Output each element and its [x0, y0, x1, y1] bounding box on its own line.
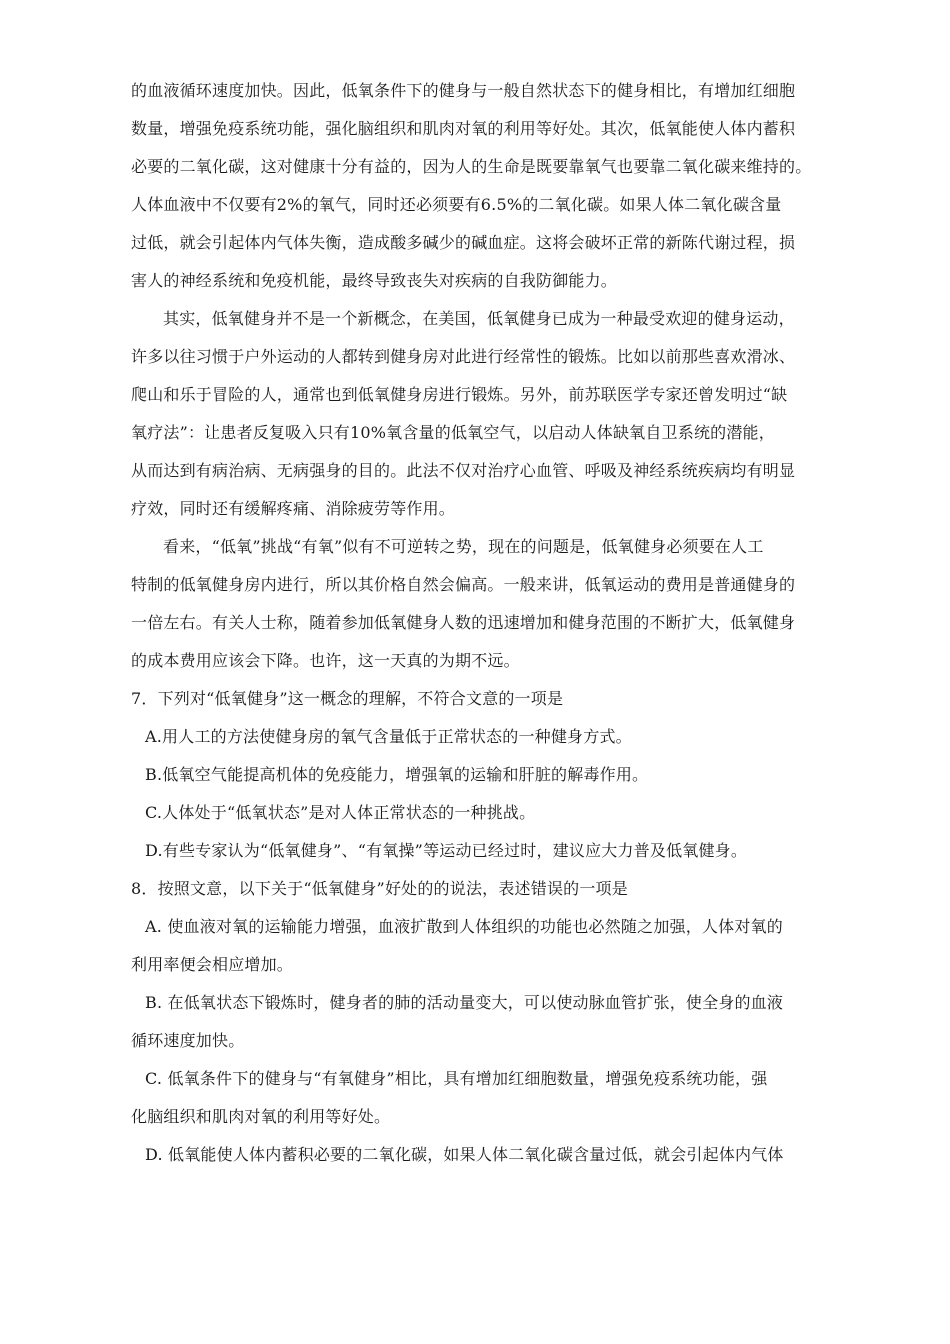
text-line: 的血液循环速度加快。因此，低氧条件下的健身与一般自然状态下的健身相比，有增加红细胞	[131, 81, 796, 100]
text-line: 利用率便会相应增加。	[131, 955, 294, 974]
text-line: 氧疗法”：让患者反复吸入只有10%氧含量的低氧空气，以启动人体缺氧自卫系统的潜能，	[131, 423, 775, 442]
paragraph-start: 其实，低氧健身并不是一个新概念，在美国，低氧健身已成为一种最受欢迎的健身运动，	[163, 309, 795, 328]
q7-option-a: A.用人工的方法使健身房的氧气含量低于正常状态的一种健身方式。	[145, 727, 632, 746]
text-line: 疗效，同时还有缓解疼痛、消除疲劳等作用。	[131, 499, 456, 518]
text-line: 数量，增强免疫系统功能，强化脑组织和肌肉对氧的利用等好处。其次，低氧能使人体内蓄积	[131, 119, 796, 138]
q8-option-c: C. 低氧条件下的健身与“有氧健身”相比，具有增加红细胞数量，增强免疫系统功能，强	[145, 1069, 768, 1088]
q8-option-b: B. 在低氧状态下锻炼时，健身者的肺的活动量变大，可以使动脉血管扩张，使全身的血液	[145, 993, 784, 1012]
q7-option-b: B.低氧空气能提高机体的免疫能力，增强氧的运输和肝脏的解毒作用。	[145, 765, 649, 784]
text-line: 爬山和乐于冒险的人，通常也到低氧健身房进行锻炼。另外，前苏联医学专家还曾发明过“缺	[131, 385, 788, 404]
text-line: 过低，就会引起体内气体失衡，造成酸多碱少的碱血症。这将会破坏正常的新陈代谢过程，损	[131, 233, 796, 252]
paragraph-start: 看来，“低氧”挑战“有氧”似有不可逆转之势，现在的问题是，低氧健身必须要在人工	[163, 537, 764, 556]
text-line: 人体血液中不仅要有2%的氧气，同时还必须要有6.5%的二氧化碳。如果人体二氧化碳含量	[131, 195, 782, 214]
text-line: 的成本费用应该会下降。也许，这一天真的为期不远。	[131, 651, 520, 670]
text-line: 循环速度加快。	[131, 1031, 245, 1050]
question-8: 8．按照文意，以下关于“低氧健身”好处的的说法，表述错误的一项是	[131, 879, 628, 898]
q7-option-c: C.人体处于“低氧状态”是对人体正常状态的一种挑战。	[145, 803, 536, 822]
text-line: 许多以往习惯于户外运动的人都转到健身房对此进行经常性的锻炼。比如以前那些喜欢滑冰、	[131, 347, 796, 366]
text-line: 化脑组织和肌肉对氧的利用等好处。	[131, 1107, 391, 1126]
text-line: 一倍左右。有关人士称，随着参加低氧健身人数的迅速增加和健身范围的不断扩大，低氧健身	[131, 613, 796, 632]
q8-option-d: D. 低氧能使人体内蓄积必要的二氧化碳，如果人体二氧化碳含量过低，就会引起体内气体	[145, 1145, 784, 1164]
text-line: 必要的二氧化碳，这对健康十分有益的，因为人的生命是既要靠氧气也要靠二氧化碳来维持的。	[131, 157, 812, 176]
text-line: 特制的低氧健身房内进行，所以其价格自然会偏高。一般来讲，低氧运动的费用是普通健身的	[131, 575, 796, 594]
q8-option-a: A. 使血液对氧的运输能力增强，血液扩散到人体组织的功能也必然随之加强，人体对氧的	[145, 917, 783, 936]
question-7: 7．下列对“低氧健身”这一概念的理解，不符合文意的一项是	[131, 689, 564, 708]
text-line: 害人的神经系统和免疫机能，最终导致丧失对疾病的自我防御能力。	[131, 271, 618, 290]
q7-option-d: D.有些专家认为“低氧健身”、“有氧操”等运动已经过时，建议应大力普及低氧健身。	[145, 841, 748, 860]
text-line: 从而达到有病治病、无病强身的目的。此法不仅对治疗心血管、呼吸及神经系统疾病均有明显	[131, 461, 796, 480]
